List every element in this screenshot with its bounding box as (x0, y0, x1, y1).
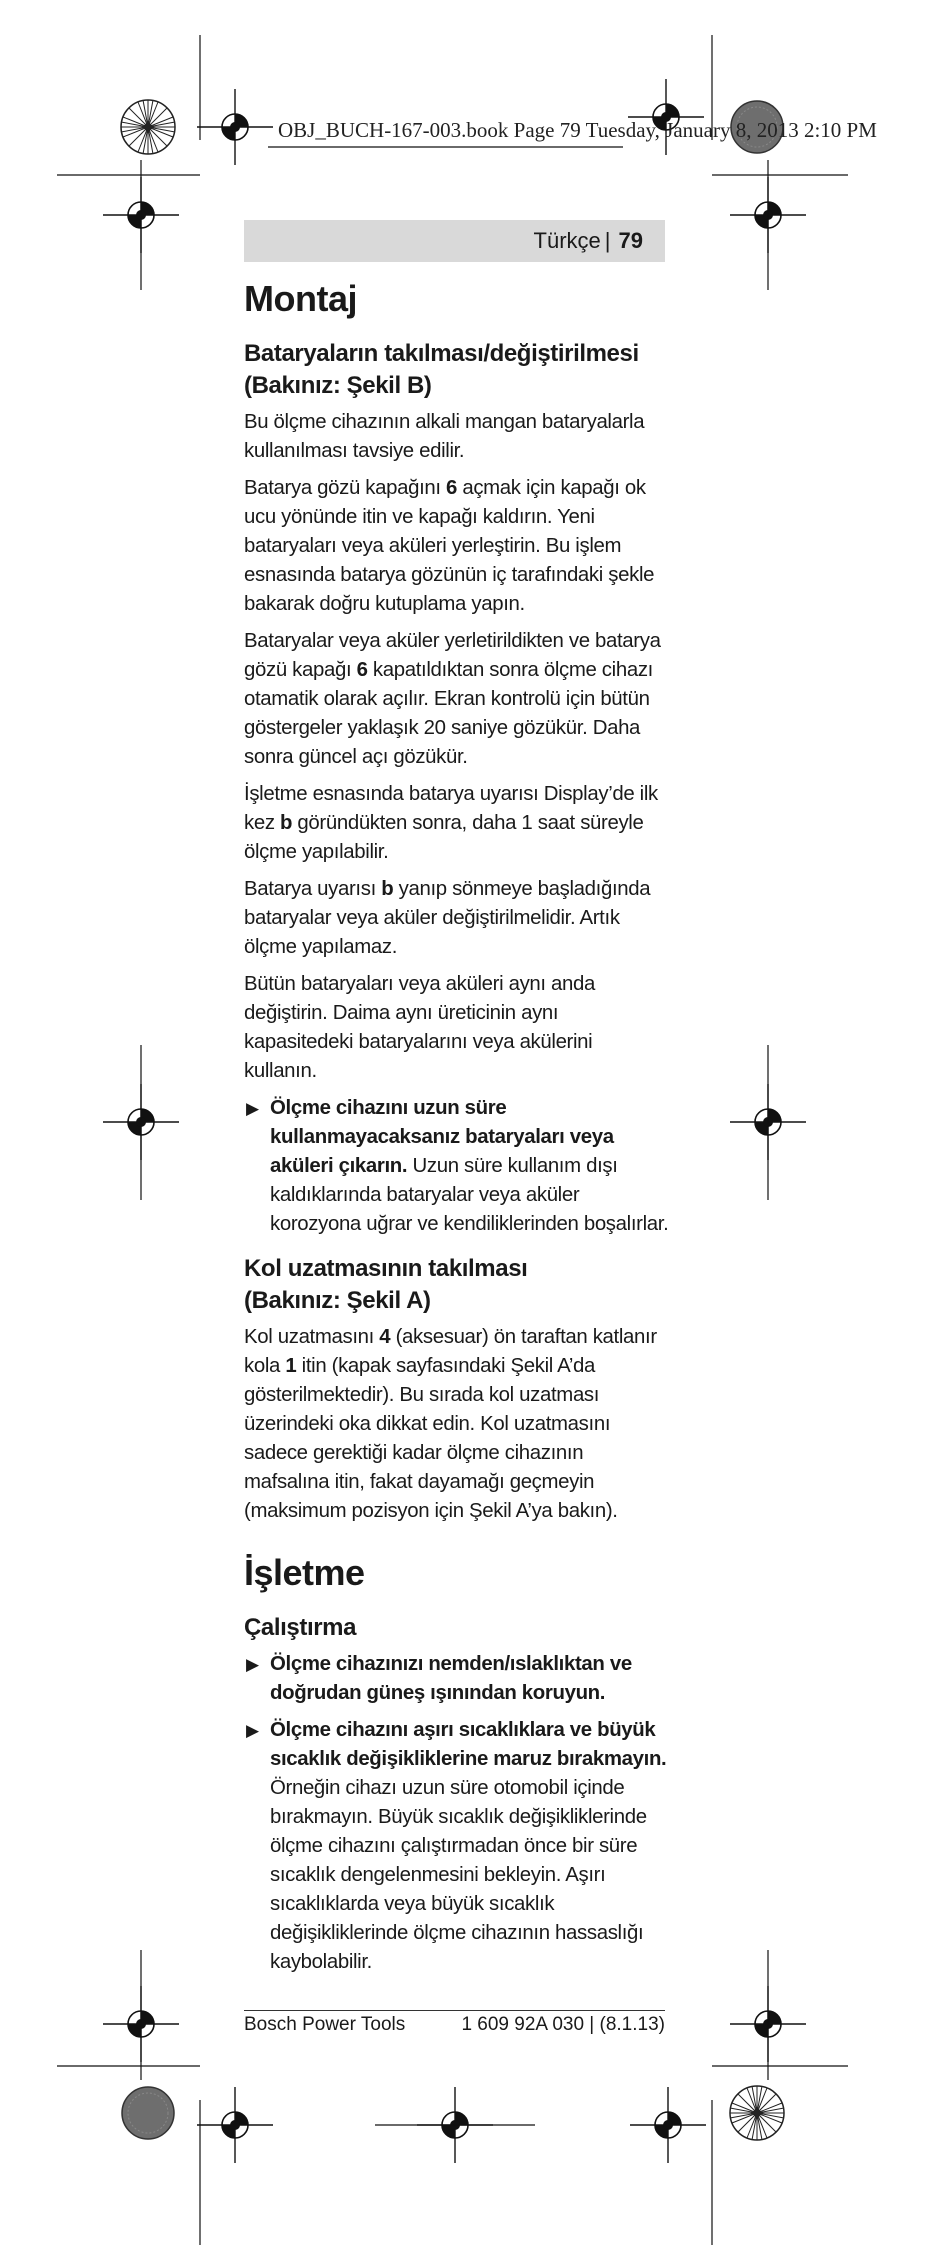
print-job-header: OBJ_BUCH-167-003.book Page 79 Tuesday, January 8, 2013 2:10 PM (278, 118, 877, 142)
ref-number: 4 (379, 1326, 391, 1348)
text-run: itin (kapak sayfasındaki Şekil A’da gösterilmektedir). Bu sırada kol uzatması üzerindeki oka dikkat edin. Kol uzatmasını sadece gerektiği kadar ölçme cihazının mafsalına itin, fakat dayamağı geçmeyin (maksimum pozisyon için Şekil A’ya bakın). (244, 1355, 618, 1522)
warning-bold-text: Ölçme cihazınızı nemden/ıslaklıktan ve doğrudan güneş ışınından koruyun. (270, 1653, 632, 1704)
arm-paragraph (244, 1323, 669, 1526)
page-content (244, 270, 669, 1985)
warning-bold-text: Ölçme cihazını aşırı sıcaklıklara ve büyük sıcaklık değişikliklerine maruz bırakmayın. (270, 1719, 667, 1770)
text-run: göründükten sonra, daha 1 saat süreyle ölçme yapılabilir. (244, 812, 644, 863)
heading-calistirma: Çalıştırma (244, 1614, 357, 1641)
page-header-bar (244, 220, 665, 262)
battery-symbol: b (280, 812, 293, 834)
section-title-isletme: İşletme (244, 1552, 365, 1593)
battery-paragraph-3 (244, 627, 669, 772)
bullet-arrow-icon: ▶ (246, 1655, 259, 1674)
header-separator: | (604, 228, 611, 253)
text-run: Kol uzatmasını (244, 1326, 380, 1348)
text-run: Batarya gözü kapağını (244, 477, 447, 499)
bullet-arrow-icon: ▶ (246, 1721, 259, 1740)
page-number: 79 (618, 228, 643, 253)
heading-battery (244, 338, 669, 402)
ref-number: 6 (356, 659, 368, 681)
battery-paragraph-6: Bütün bataryaları veya aküleri aynı anda değiştirin. Daima aynı üreticinin aynı kapasitedeki bataryalarını veya akülerini kullanın. (244, 973, 595, 1082)
battery-paragraph-4 (244, 780, 669, 867)
heading-arm-extension (244, 1253, 669, 1317)
text-run: İşletme esnasında batarya uyarısı Display’de ilk kez (244, 783, 658, 834)
heading-arm-line2: (Bakınız: Şekil A) (244, 1287, 431, 1314)
section-title-montaj: Montaj (244, 278, 357, 319)
footer-doc-number: 1 609 92A 030 | (8.1.13) (461, 2014, 665, 2035)
text-run: kapatıldıktan sonra ölçme cihazı otamatik olarak açılır. Ekran kontrolü için bütün göstergeler yaklaşık 20 saniye gözükür. Daha sonra güncel açı gözükür. (244, 659, 653, 768)
text-run: Bataryalar veya aküler yerletirildikten ve batarya gözü kapağı (244, 630, 661, 681)
ref-number: 1 (285, 1355, 297, 1377)
footer-rule (244, 2010, 665, 2011)
heading-battery-line2: (Bakınız: Şekil B) (244, 372, 432, 399)
text-run: yanıp sönmeye başladığında bataryalar veya aküler değiştirilmelidir. Artık ölçme yapılamaz. (244, 878, 651, 958)
heading-arm-line1: Kol uzatmasının takılması (244, 1255, 528, 1282)
text-run: Batarya uyarısı (244, 878, 382, 900)
warning-text: Uzun süre kullanım dışı kaldıklarında bataryalar veya aküler korozyona uğrar ve kendiliklerinden boşalırlar. (270, 1155, 669, 1235)
warning-text: Örneğin cihazı uzun süre otomobil içinde bırakmayın. Büyük sıcaklık değişikliklerinde ölçme cihazını çalıştırmadan önce bir süre sıcaklık dengelenmesini bekleyin. Aşırı sıcaklıklarda veya büyük sıcaklık değişikliklerinde ölçme cihazının hassaslığı kaybolabilir. (270, 1777, 647, 1973)
battery-paragraph-1: Bu ölçme cihazının alkali mangan bataryalarla kullanılması tavsiye edilir. (244, 411, 645, 462)
ref-number: 6 (446, 477, 458, 499)
language-label: Türkçe (533, 228, 601, 253)
battery-paragraph-2 (244, 474, 669, 619)
operation-warning-2 (244, 1716, 669, 1977)
footer-brand: Bosch Power Tools (244, 2014, 406, 2035)
heading-battery-line1: Bataryaların takılması/değiştirilmesi (244, 340, 639, 367)
text-run: (aksesuar) ön taraftan katlanır kola (244, 1326, 657, 1377)
operation-warning-1 (244, 1650, 669, 1708)
battery-warning (244, 1094, 669, 1239)
bullet-arrow-icon: ▶ (246, 1099, 259, 1118)
text-run: açmak için kapağı ok ucu yönünde itin ve kapağı kaldırın. Yeni bataryaları veya aküleri yerleştirin. Bu işlem esnasında batarya gözünün iç tarafındaki şekle bakarak doğru kutuplama yapın. (244, 477, 655, 615)
warning-bold-text: Ölçme cihazını uzun süre kullanmayacaksanız bataryaları veya aküleri çıkarın. (270, 1097, 614, 1177)
battery-paragraph-5 (244, 875, 669, 962)
battery-symbol: b (381, 878, 394, 900)
